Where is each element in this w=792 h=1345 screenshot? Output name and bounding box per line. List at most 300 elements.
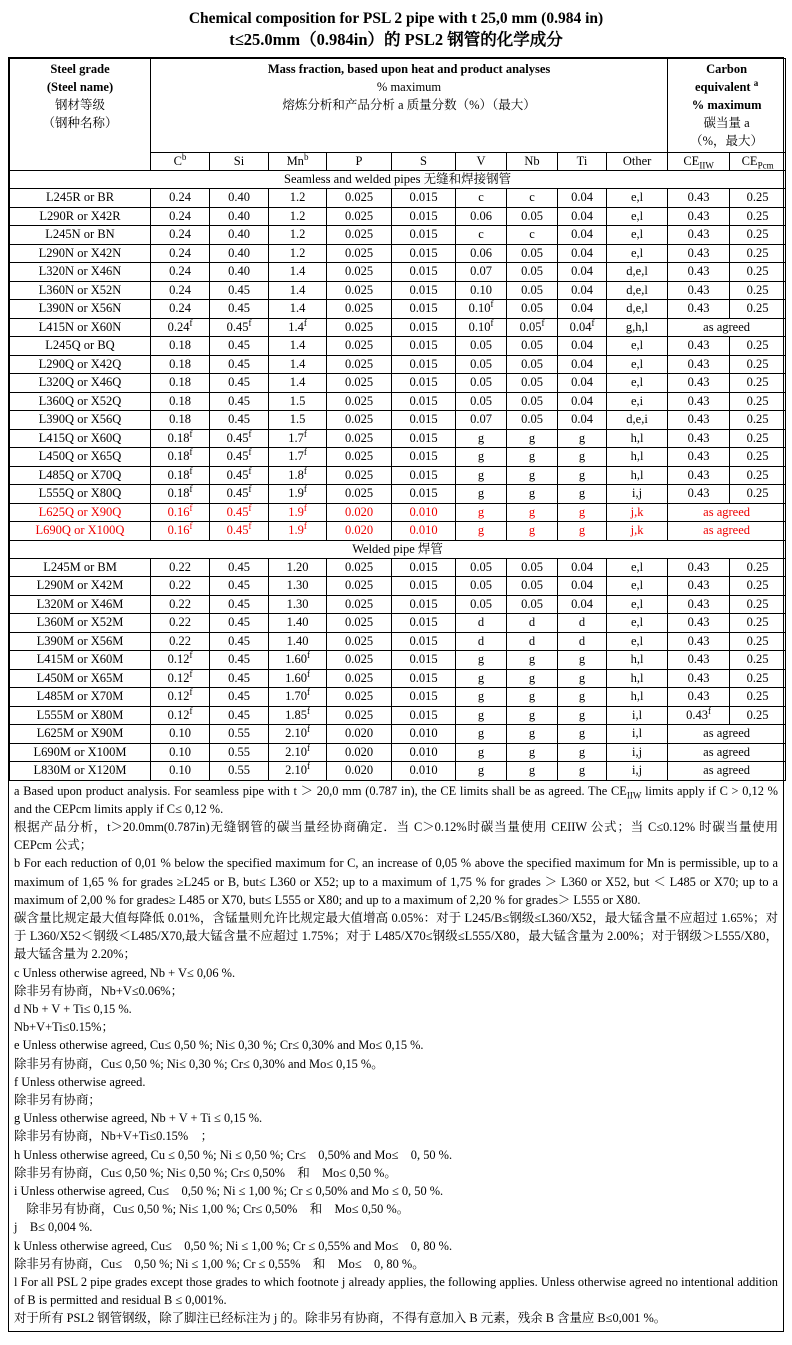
- value-cell: 0.025: [327, 244, 392, 263]
- steel-grade-cell: L415M or X60M: [10, 651, 151, 670]
- value-cell: g: [558, 466, 607, 485]
- value-cell: 0.10: [456, 281, 507, 300]
- value-cell: 1.70$^f$: [269, 688, 327, 707]
- value-cell: 0.45$^f$: [210, 485, 269, 504]
- value-cell: g: [558, 522, 607, 541]
- ce-agreed-cell: as agreed: [668, 743, 786, 762]
- steel-grade-cell: L625Q or X90Q: [10, 503, 151, 522]
- ce-value-cell: 0.25: [730, 651, 786, 670]
- section-label: Welded pipe 焊管: [10, 540, 786, 558]
- footnote-line: l For all PSL 2 pipe grades except those grades to which footnote j already applies, the following applies. Unless otherwise agreed no intentional addition of B is permitted and residual B ≤ 0,001%.: [14, 1274, 778, 1308]
- value-cell: e,l: [607, 337, 668, 356]
- value-cell: 0.12$^f$: [151, 669, 210, 688]
- value-cell: 1.20: [269, 558, 327, 577]
- value-cell: 0.24: [151, 300, 210, 319]
- value-cell: 0.10: [151, 762, 210, 781]
- value-cell: 1.2: [269, 207, 327, 226]
- value-cell: 0.24: [151, 207, 210, 226]
- value-cell: 0.025: [327, 411, 392, 430]
- value-cell: 0.04: [558, 226, 607, 245]
- value-cell: 0.24: [151, 281, 210, 300]
- value-cell: 0.12$^f$: [151, 651, 210, 670]
- value-cell: 0.015: [392, 189, 456, 208]
- value-cell: 0.04: [558, 411, 607, 430]
- value-cell: 0.45: [210, 558, 269, 577]
- ce-value-cell: 0.25: [730, 300, 786, 319]
- value-cell: 1.4: [269, 337, 327, 356]
- ce-value-cell: 0.25: [730, 448, 786, 467]
- value-cell: 0.025: [327, 429, 392, 448]
- value-cell: 1.5: [269, 411, 327, 430]
- value-cell: 0.45: [210, 706, 269, 725]
- value-cell: 0.45: [210, 374, 269, 393]
- value-cell: c: [507, 189, 558, 208]
- footnote-line: e Unless otherwise agreed, Cu≤ 0,50 %; Ni≤ 0,30 %; Cr≤ 0,30% and Mo≤ 0,15 %.: [14, 1038, 424, 1053]
- table-row: [10, 392, 786, 411]
- value-cell: e,l: [607, 355, 668, 374]
- value-cell: 1.7$^f$: [269, 429, 327, 448]
- value-cell: i,l: [607, 725, 668, 744]
- footnote-line: i Unless otherwise agreed, Cu≤ 0,50 %; Ni ≤ 1,00 %; Cr ≤ 0,50% and Mo ≤ 0, 50 %.: [14, 1183, 444, 1198]
- ce-value-cell: 0.25: [730, 706, 786, 725]
- column-header: S: [392, 153, 456, 171]
- value-cell: 0.04: [558, 300, 607, 319]
- section-row: [10, 540, 786, 558]
- value-cell: g: [456, 503, 507, 522]
- value-cell: 0.025: [327, 706, 392, 725]
- ce-value-cell: 0.25: [730, 189, 786, 208]
- value-cell: i,j: [607, 485, 668, 504]
- ce-value-cell: 0.43: [668, 263, 730, 282]
- value-cell: 0.45: [210, 411, 269, 430]
- ce-value-cell: 0.25: [730, 429, 786, 448]
- ce-value-cell: 0.43: [668, 244, 730, 263]
- value-cell: 0.45: [210, 614, 269, 633]
- value-cell: 0.015: [392, 244, 456, 263]
- section-label: Seamless and welded pipes 无缝和焊接钢管: [10, 171, 786, 189]
- value-cell: h,l: [607, 669, 668, 688]
- value-cell: h,l: [607, 429, 668, 448]
- section-row: [10, 171, 786, 189]
- value-cell: 0.025: [327, 595, 392, 614]
- steel-grade-cell: L320N or X46N: [10, 263, 151, 282]
- footnote-line: 除非另有协商，Cu≤ 0,50 %; Ni≤ 0,30 %; Cr≤ 0,30% and Mo≤ 0,15 %。: [14, 1056, 384, 1071]
- value-cell: 1.60$^f$: [269, 669, 327, 688]
- steel-grade-cell: L360M or X52M: [10, 614, 151, 633]
- value-cell: 1.60$^f$: [269, 651, 327, 670]
- ce-value-cell: 0.25: [730, 688, 786, 707]
- footnote-line: 除非另有协商，Nb+V≤0.06%；: [14, 983, 184, 998]
- steel-grade-cell: L245Q or BQ: [10, 337, 151, 356]
- value-cell: 0.015: [392, 466, 456, 485]
- value-cell: 0.05: [507, 207, 558, 226]
- value-cell: g: [456, 762, 507, 781]
- ce-value-cell: 0.43: [668, 281, 730, 300]
- value-cell: 0.18: [151, 411, 210, 430]
- value-cell: 0.025: [327, 669, 392, 688]
- value-cell: 0.015: [392, 485, 456, 504]
- value-cell: g: [558, 762, 607, 781]
- value-cell: g: [558, 706, 607, 725]
- value-cell: g: [558, 651, 607, 670]
- ce-value-cell: 0.25: [730, 632, 786, 651]
- value-cell: g: [507, 706, 558, 725]
- value-cell: g: [456, 448, 507, 467]
- value-cell: 1.85$^f$: [269, 706, 327, 725]
- ce-agreed-cell: as agreed: [668, 503, 786, 522]
- value-cell: 0.45: [210, 300, 269, 319]
- ce-value-cell: 0.43: [668, 337, 730, 356]
- table-row: [10, 448, 786, 467]
- value-cell: g: [456, 669, 507, 688]
- value-cell: 0.18$^f$: [151, 429, 210, 448]
- value-cell: 1.40: [269, 614, 327, 633]
- composition-table-frame: [8, 57, 784, 1332]
- steel-grade-cell: L290M or X42M: [10, 577, 151, 596]
- ce-agreed-cell: as agreed: [668, 725, 786, 744]
- table-row: [10, 485, 786, 504]
- value-cell: 0.015: [392, 263, 456, 282]
- value-cell: e,l: [607, 189, 668, 208]
- value-cell: h,l: [607, 651, 668, 670]
- value-cell: 0.05: [507, 411, 558, 430]
- ce-agreed-cell: as agreed: [668, 318, 786, 337]
- value-cell: g: [558, 725, 607, 744]
- value-cell: 0.24: [151, 244, 210, 263]
- value-cell: g: [456, 429, 507, 448]
- ce-value-cell: 0.43: [668, 300, 730, 319]
- value-cell: 0.22: [151, 614, 210, 633]
- ce-value-cell: 0.43: [668, 448, 730, 467]
- steel-grade-cell: L830M or X120M: [10, 762, 151, 781]
- ce-value-cell: 0.25: [730, 207, 786, 226]
- value-cell: e,l: [607, 577, 668, 596]
- value-cell: 0.40: [210, 244, 269, 263]
- value-cell: 0.025: [327, 281, 392, 300]
- steel-grade-cell: L390M or X56M: [10, 632, 151, 651]
- value-cell: 0.015: [392, 207, 456, 226]
- value-cell: g: [507, 466, 558, 485]
- footnote-line: 碳含量比规定最大值每降低 0.01%，含锰量则允许比规定最大值增高 0.05%：对于 L245/B≤钢级≤L360/X52，最大锰含量不应超过 1.65%；对于 L360/X52＜钢级＜L485/X70,最大锰含量不应超过 1.75%；对于 L485/X70≤钢级≤L555/X80，最大锰含量为 2.00%；对于钢级＞L555/X80，最大锰含量为 2.20%；: [14, 910, 778, 962]
- value-cell: 0.020: [327, 503, 392, 522]
- value-cell: d: [507, 614, 558, 633]
- value-cell: 0.05: [456, 337, 507, 356]
- footnote-line: 除非另有协商；: [14, 1092, 101, 1107]
- ce-value-cell: 0.25: [730, 485, 786, 504]
- value-cell: 1.2: [269, 244, 327, 263]
- value-cell: 0.45: [210, 651, 269, 670]
- value-cell: 0.05: [507, 392, 558, 411]
- table-row: [10, 522, 786, 541]
- value-cell: 0.10: [151, 725, 210, 744]
- value-cell: 1.9$^f$: [269, 503, 327, 522]
- value-cell: 0.45: [210, 337, 269, 356]
- footnote-line: 除非另有协商，Nb+V+Ti≤0.15% ；: [14, 1129, 213, 1144]
- ce-value-cell: 0.25: [730, 669, 786, 688]
- value-cell: 0.45: [210, 281, 269, 300]
- value-cell: 0.45: [210, 595, 269, 614]
- value-cell: 0.05: [456, 374, 507, 393]
- value-cell: 0.45: [210, 669, 269, 688]
- steel-grade-cell: L290N or X42N: [10, 244, 151, 263]
- value-cell: g: [507, 743, 558, 762]
- value-cell: 0.05$^f$: [507, 318, 558, 337]
- column-header: V: [456, 153, 507, 171]
- steel-grade-cell: L290R or X42R: [10, 207, 151, 226]
- value-cell: 0.010: [392, 762, 456, 781]
- value-cell: 0.025: [327, 374, 392, 393]
- value-cell: e,l: [607, 226, 668, 245]
- value-cell: 0.16$^f$: [151, 503, 210, 522]
- value-cell: 0.015: [392, 337, 456, 356]
- value-cell: 0.015: [392, 558, 456, 577]
- value-cell: g: [456, 706, 507, 725]
- value-cell: g: [456, 522, 507, 541]
- value-cell: 0.05: [507, 337, 558, 356]
- value-cell: 0.04: [558, 189, 607, 208]
- column-header: $CE_{Pcm}$: [730, 153, 786, 171]
- ce-value-cell: 0.25: [730, 466, 786, 485]
- ce-value-cell: 0.43: [668, 632, 730, 651]
- value-cell: g: [507, 429, 558, 448]
- value-cell: 0.05: [456, 558, 507, 577]
- value-cell: 0.24: [151, 189, 210, 208]
- value-cell: 0.015: [392, 706, 456, 725]
- value-cell: 0.18$^f$: [151, 466, 210, 485]
- value-cell: 0.04: [558, 355, 607, 374]
- ce-value-cell: 0.43: [668, 577, 730, 596]
- value-cell: e,l: [607, 244, 668, 263]
- header-steel-grade: Steel grade (Steel name) 钢材等级 （钢种名称）: [10, 59, 151, 171]
- ce-value-cell: 0.43: [668, 411, 730, 430]
- value-cell: 2.10$^f$: [269, 725, 327, 744]
- table-row: [10, 263, 786, 282]
- value-cell: 2.10$^f$: [269, 762, 327, 781]
- value-cell: 0.010: [392, 503, 456, 522]
- column-header: Mn$^b$: [269, 153, 327, 171]
- value-cell: 0.025: [327, 337, 392, 356]
- value-cell: e,l: [607, 614, 668, 633]
- value-cell: 0.24: [151, 226, 210, 245]
- value-cell: d: [507, 632, 558, 651]
- value-cell: g: [558, 669, 607, 688]
- footnote-line: g Unless otherwise agreed, Nb + V + Ti ≤ 0,15 %.: [14, 1111, 263, 1126]
- value-cell: 0.06: [456, 207, 507, 226]
- value-cell: 0.05: [456, 355, 507, 374]
- value-cell: 0.22: [151, 577, 210, 596]
- value-cell: 0.45$^f$: [210, 503, 269, 522]
- value-cell: d,e,l: [607, 281, 668, 300]
- value-cell: 0.45$^f$: [210, 429, 269, 448]
- column-header: Si: [210, 153, 269, 171]
- table-row: [10, 411, 786, 430]
- value-cell: 0.015: [392, 669, 456, 688]
- value-cell: 0.04: [558, 337, 607, 356]
- value-cell: 0.05: [507, 595, 558, 614]
- value-cell: c: [456, 189, 507, 208]
- ce-value-cell: 0.43: [668, 558, 730, 577]
- table-row: [10, 632, 786, 651]
- steel-grade-cell: L415Q or X60Q: [10, 429, 151, 448]
- value-cell: g: [558, 743, 607, 762]
- ce-value-cell: 0.25: [730, 558, 786, 577]
- ce-value-cell: 0.25: [730, 595, 786, 614]
- table-body: [10, 171, 786, 781]
- value-cell: g: [507, 651, 558, 670]
- value-cell: 0.025: [327, 226, 392, 245]
- ce-value-cell: 0.43: [668, 392, 730, 411]
- value-cell: 0.12$^f$: [151, 706, 210, 725]
- value-cell: c: [507, 226, 558, 245]
- table-row: [10, 503, 786, 522]
- value-cell: 0.18$^f$: [151, 485, 210, 504]
- ce-value-cell: 0.25: [730, 577, 786, 596]
- value-cell: 0.45$^f$: [210, 448, 269, 467]
- value-cell: 0.05: [507, 300, 558, 319]
- ce-value-cell: 0.25: [730, 263, 786, 282]
- value-cell: 0.45$^f$: [210, 466, 269, 485]
- value-cell: d,e,i: [607, 411, 668, 430]
- value-cell: g: [456, 485, 507, 504]
- footnote-line: f Unless otherwise agreed.: [14, 1074, 146, 1089]
- value-cell: 0.40: [210, 207, 269, 226]
- ce-value-cell: 0.25: [730, 244, 786, 263]
- ce-value-cell: 0.43: [668, 688, 730, 707]
- value-cell: 0.015: [392, 374, 456, 393]
- value-cell: g: [507, 669, 558, 688]
- value-cell: g: [558, 429, 607, 448]
- ce-value-cell: 0.25: [730, 337, 786, 356]
- value-cell: 1.4: [269, 355, 327, 374]
- value-cell: 0.05: [507, 577, 558, 596]
- value-cell: j,k: [607, 503, 668, 522]
- footnote-line: d Nb + V + Ti≤ 0,15 %.: [14, 1001, 132, 1016]
- value-cell: 1.30: [269, 577, 327, 596]
- table-row: [10, 743, 786, 762]
- footnote-line: j B≤ 0,004 %.: [14, 1220, 93, 1235]
- table-row: [10, 558, 786, 577]
- value-cell: 0.025: [327, 263, 392, 282]
- value-cell: 0.010: [392, 743, 456, 762]
- footnote-line: 除非另有协商，Cu≤ 0,50 %; Ni ≤ 1,00 %; Cr ≤ 0,55% 和 Mo≤ 0, 80 %。: [14, 1256, 425, 1271]
- value-cell: e,l: [607, 595, 668, 614]
- table-row: [10, 374, 786, 393]
- value-cell: 0.010: [392, 725, 456, 744]
- column-header: $CE_{IIW}$: [668, 153, 730, 171]
- header-mass-fraction: Mass fraction, based upon heat and product analyses % maximum 熔炼分析和产品分析 a 质量分数（%）（最大）: [151, 59, 668, 153]
- value-cell: 0.025: [327, 355, 392, 374]
- value-cell: 0.025: [327, 300, 392, 319]
- value-cell: 0.04: [558, 207, 607, 226]
- ce-value-cell: 0.25: [730, 281, 786, 300]
- value-cell: 1.2: [269, 226, 327, 245]
- value-cell: 0.04: [558, 244, 607, 263]
- value-cell: 1.4: [269, 300, 327, 319]
- value-cell: g: [558, 448, 607, 467]
- ce-agreed-cell: as agreed: [668, 762, 786, 781]
- footnote-line: 除非另有协商，Cu≤ 0,50 %; Ni≤ 1,00 %; Cr≤ 0,50% 和 Mo≤ 0,50 %。: [14, 1202, 410, 1217]
- value-cell: 0.18: [151, 355, 210, 374]
- value-cell: 0.04: [558, 595, 607, 614]
- value-cell: 0.015: [392, 355, 456, 374]
- value-cell: 0.22: [151, 595, 210, 614]
- value-cell: e,l: [607, 632, 668, 651]
- ce-value-cell: 0.43$^f$: [668, 706, 730, 725]
- value-cell: e,l: [607, 207, 668, 226]
- value-cell: 0.22: [151, 632, 210, 651]
- value-cell: 0.015: [392, 318, 456, 337]
- value-cell: 0.020: [327, 762, 392, 781]
- table-row: [10, 226, 786, 245]
- value-cell: 0.24$^f$: [151, 318, 210, 337]
- steel-grade-cell: L555M or X80M: [10, 706, 151, 725]
- value-cell: 0.04: [558, 577, 607, 596]
- steel-grade-cell: L245N or BN: [10, 226, 151, 245]
- steel-grade-cell: L320M or X46M: [10, 595, 151, 614]
- steel-grade-cell: L290Q or X42Q: [10, 355, 151, 374]
- value-cell: 0.04: [558, 281, 607, 300]
- ce-value-cell: 0.43: [668, 595, 730, 614]
- table-header: [10, 59, 786, 171]
- value-cell: 0.12$^f$: [151, 688, 210, 707]
- table-row: [10, 577, 786, 596]
- value-cell: 0.020: [327, 725, 392, 744]
- ce-agreed-cell: as agreed: [668, 522, 786, 541]
- value-cell: 0.45: [210, 577, 269, 596]
- value-cell: 0.015: [392, 226, 456, 245]
- value-cell: 0.020: [327, 743, 392, 762]
- value-cell: g: [507, 485, 558, 504]
- ce-value-cell: 0.43: [668, 355, 730, 374]
- steel-grade-cell: L360N or X52N: [10, 281, 151, 300]
- value-cell: 0.015: [392, 632, 456, 651]
- value-cell: g: [558, 485, 607, 504]
- value-cell: 0.10: [151, 743, 210, 762]
- value-cell: j,k: [607, 522, 668, 541]
- value-cell: 0.45$^f$: [210, 522, 269, 541]
- value-cell: 0.025: [327, 189, 392, 208]
- steel-grade-cell: L320Q or X46Q: [10, 374, 151, 393]
- value-cell: 0.07: [456, 411, 507, 430]
- value-cell: g: [507, 725, 558, 744]
- table-row: [10, 244, 786, 263]
- value-cell: e,l: [607, 558, 668, 577]
- value-cell: 0.10$^f$: [456, 300, 507, 319]
- value-cell: 0.16$^f$: [151, 522, 210, 541]
- ce-value-cell: 0.43: [668, 374, 730, 393]
- value-cell: e,l: [607, 374, 668, 393]
- value-cell: 0.18: [151, 392, 210, 411]
- column-header: P: [327, 153, 392, 171]
- steel-grade-cell: L360Q or X52Q: [10, 392, 151, 411]
- value-cell: 0.40: [210, 263, 269, 282]
- value-cell: 0.015: [392, 392, 456, 411]
- value-cell: 1.5: [269, 392, 327, 411]
- table-row: [10, 466, 786, 485]
- steel-grade-cell: L390Q or X56Q: [10, 411, 151, 430]
- steel-grade-cell: L555Q or X80Q: [10, 485, 151, 504]
- steel-grade-cell: L690M or X100M: [10, 743, 151, 762]
- value-cell: 0.025: [327, 466, 392, 485]
- column-header: $C^b$: [151, 153, 210, 171]
- value-cell: 0.025: [327, 632, 392, 651]
- value-cell: 0.05: [456, 595, 507, 614]
- value-cell: 1.30: [269, 595, 327, 614]
- footnote-line: k Unless otherwise agreed, Cu≤ 0,50 %; Ni ≤ 1,00 %; Cr ≤ 0,55% and Mo≤ 0, 80 %.: [14, 1238, 453, 1253]
- value-cell: 0.010: [392, 522, 456, 541]
- value-cell: 0.05: [507, 355, 558, 374]
- table-row: [10, 688, 786, 707]
